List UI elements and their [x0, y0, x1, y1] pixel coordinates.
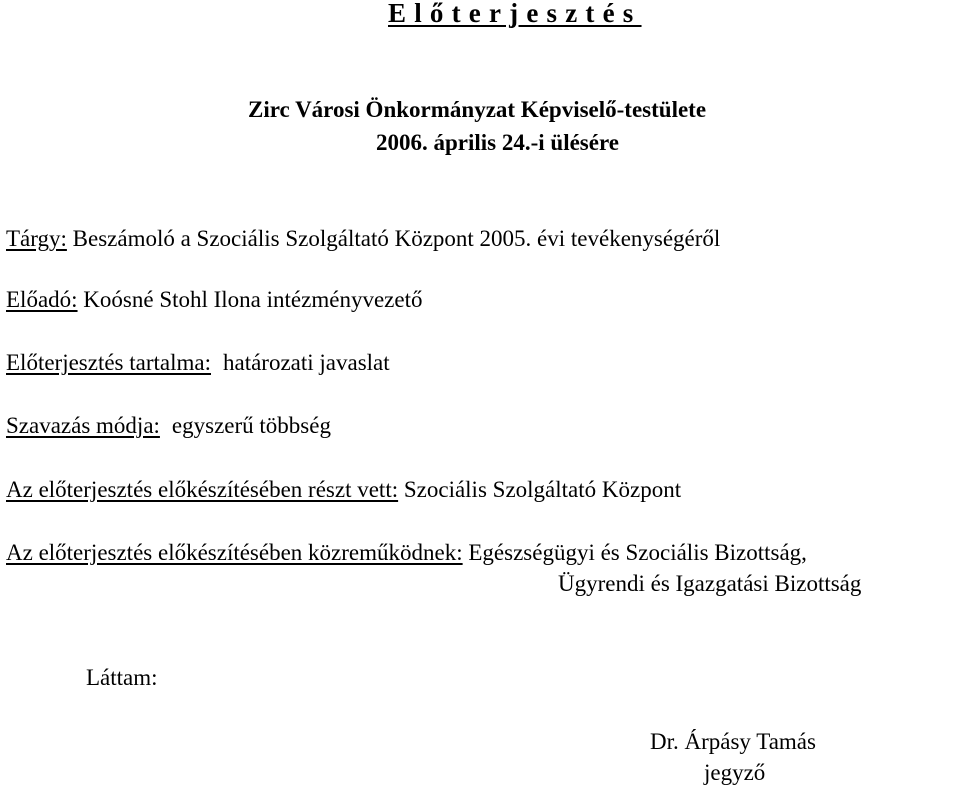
content-value: határozati javaslat — [223, 350, 390, 375]
signature-name: Dr. Árpásy Tamás — [650, 729, 816, 754]
presenter-row — [6, 287, 422, 313]
subject-value: Beszámoló a Szociális Szolgáltató Központ 2005. évi tevékenységéről — [72, 226, 721, 251]
seen-label: Láttam: — [86, 665, 158, 690]
presenter-value: Koósné Stohl Ilona intézményvezető — [83, 287, 423, 312]
signature-title: jegyző — [704, 760, 766, 785]
cooperating-label: Az előterjesztés előkészítésében közreműködnek: — [6, 540, 463, 565]
subject-label: Tárgy: — [6, 226, 67, 251]
presenter-label: Előadó: — [6, 287, 78, 312]
subject-row — [6, 226, 720, 252]
prepared-by-label: Az előterjesztés előkészítésében részt vett: — [6, 477, 399, 502]
content-row — [6, 350, 390, 376]
header-line-2: 2006. április 24.-i ülésére — [376, 130, 619, 155]
voting-label: Szavazás módja: — [6, 413, 160, 438]
cooperating-row — [6, 540, 807, 566]
document-title: Előterjesztés — [388, 0, 642, 28]
voting-value: egyszerű többség — [171, 413, 331, 438]
prepared-by-row — [6, 477, 681, 503]
prepared-by-value: Szociális Szolgáltató Központ — [403, 477, 682, 502]
cooperating-value-line-2: Ügyrendi és Igazgatási Bizottság — [558, 571, 862, 596]
content-label: Előterjesztés tartalma: — [6, 350, 211, 375]
header-line-1: Zirc Városi Önkormányzat Képviselő-testülete — [248, 97, 707, 122]
voting-row — [6, 413, 331, 439]
cooperating-value-line-1: Egészségügyi és Szociális Bizottság, — [468, 540, 807, 565]
